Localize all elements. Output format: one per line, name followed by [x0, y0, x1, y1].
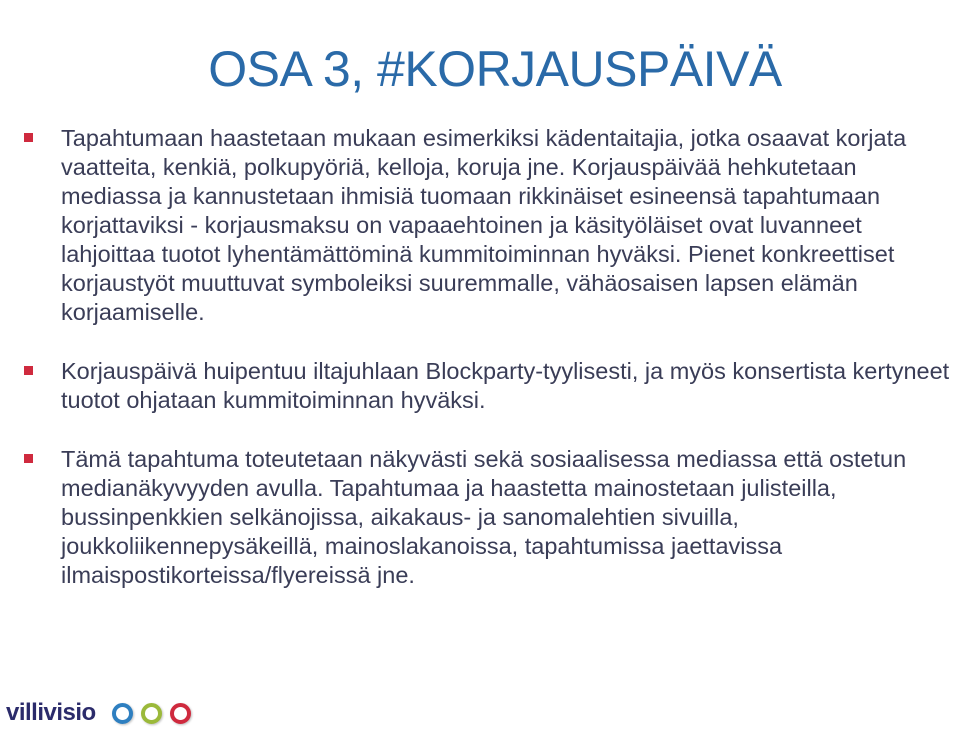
bullet-item [24, 445, 954, 590]
bullet-square-icon [24, 133, 33, 142]
bullet-item [24, 124, 954, 327]
slide-title: OSA 3, #KORJAUSPÄIVÄ [208, 40, 782, 97]
bullet-text: Tämä tapahtuma toteutetaan näkyvästi sekä sosiaalisessa mediassa että ostetun medianäkyvyyden avulla. Tapahtumaa ja haastetta mainostetaan julisteilla, bussinpenkkien selkänojissa, aikakaus- ja sanomalehtien sivuilla, joukkoliikennepysäkeillä, mainoslakanoissa, tapahtumissa jaettavissa ilmaispostikorteissa/flyereissä jne. [61, 446, 907, 588]
bullet-list [24, 124, 954, 620]
green-circle-icon [141, 703, 162, 724]
bullet-square-icon [24, 454, 33, 463]
red-circle-icon [170, 703, 191, 724]
bullet-text: Tapahtumaan haastetaan mukaan esimerkiksi kädentaitajia, jotka osaavat korjata vaatteita, kenkiä, polkupyöriä, kelloja, koruja jne. Korjauspäivää hehkutetaan mediassa ja kannustetaan ihmisiä tuomaan rikkinäiset esineensä tapahtumaan korjattaviksi - korjausmaksu on vapaaehtoinen ja käsityöläiset ovat luvanneet lahjoittaa tuotot lyhentämättöminä kummitoiminnan hyväksi. Pienet konkreettiset korjaustyöt muuttuvat symboleiksi suuremmalle, vähäosaisen lapsen elämän korjaamiselle. [61, 125, 907, 325]
bullet-text: Korjauspäivä huipentuu iltajuhlaan Blockparty-tyylisesti, ja myös konsertista kertyneet tuotot ohjataan kummitoiminnan hyväksi. [61, 358, 950, 413]
blue-circle-icon [112, 703, 133, 724]
bullet-square-icon [24, 366, 33, 375]
bullet-item [24, 357, 954, 415]
logo-wordmark: villivisio [6, 699, 96, 726]
company-logo [6, 696, 191, 730]
logo-circles [112, 703, 191, 724]
